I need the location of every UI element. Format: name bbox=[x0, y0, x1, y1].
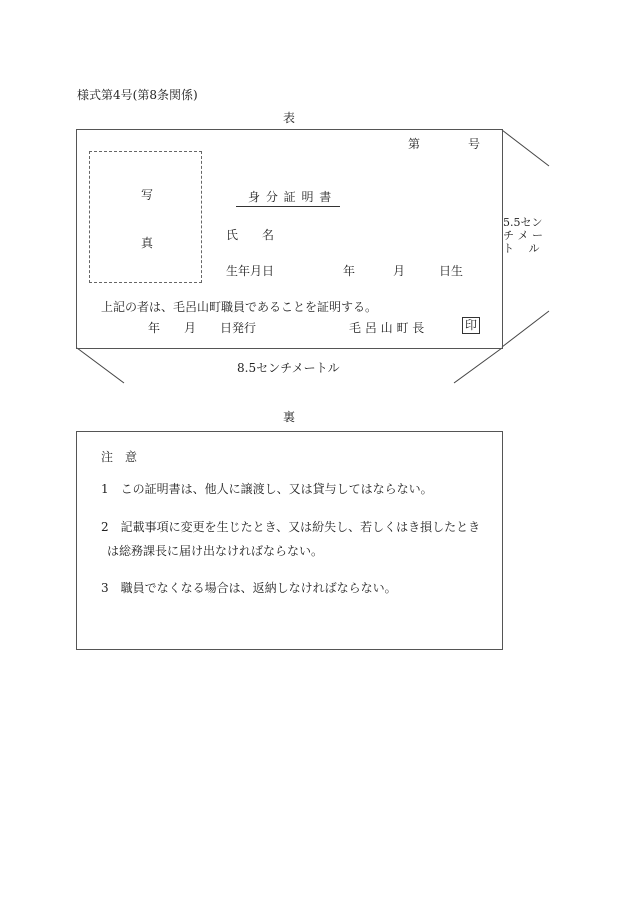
notice-item-2-line-1: 2 記載事項に変更を生じたとき、又は紛失し、若しくはき損したとき bbox=[101, 520, 481, 534]
photo-label-1: 写 bbox=[141, 188, 154, 202]
issuer: 毛 呂 山 町 長 bbox=[349, 321, 425, 335]
front-heading: 表 bbox=[283, 111, 296, 125]
photo-area bbox=[89, 151, 202, 283]
name-label: 氏 名 bbox=[226, 228, 275, 242]
id-card-back bbox=[76, 431, 503, 650]
height-label-1: 5.5セン bbox=[503, 216, 543, 229]
number-dai: 第 bbox=[408, 137, 421, 151]
dob-month: 月 bbox=[393, 264, 406, 278]
height-label-2: チ メ ー bbox=[503, 229, 543, 242]
document-title: 身 分 証 明 書 bbox=[236, 188, 340, 207]
notice-item-1: 1 この証明書は、他人に譲渡し、又は貸与してはならない。 bbox=[101, 482, 433, 496]
issue-month: 月 bbox=[184, 321, 197, 335]
seal-mark: 印 bbox=[462, 317, 480, 334]
number-go: 号 bbox=[468, 137, 481, 151]
dob-year: 年 bbox=[343, 264, 356, 278]
notice-item-3: 3 職員でなくなる場合は、返納しなければならない。 bbox=[101, 581, 397, 595]
back-heading: 裏 bbox=[283, 410, 296, 424]
width-dimension: 8.5センチメートル bbox=[237, 361, 340, 375]
photo-label-2: 真 bbox=[141, 236, 154, 250]
issue-year: 年 bbox=[148, 321, 161, 335]
dob-day: 日生 bbox=[439, 264, 464, 278]
height-label-3: ト ル bbox=[503, 242, 540, 255]
issue-day: 日発行 bbox=[220, 321, 257, 335]
dob-label: 生年月日 bbox=[226, 264, 275, 278]
height-dimension bbox=[503, 216, 543, 255]
certify-text: 上記の者は、毛呂山町職員であることを証明する。 bbox=[101, 300, 378, 314]
form-id: 様式第4号(第8条関係) bbox=[77, 88, 198, 102]
notice-title: 注 意 bbox=[101, 450, 138, 464]
id-card-front bbox=[76, 129, 503, 349]
notice-item-2-line-2: は総務課長に届け出なければならない。 bbox=[107, 544, 324, 558]
